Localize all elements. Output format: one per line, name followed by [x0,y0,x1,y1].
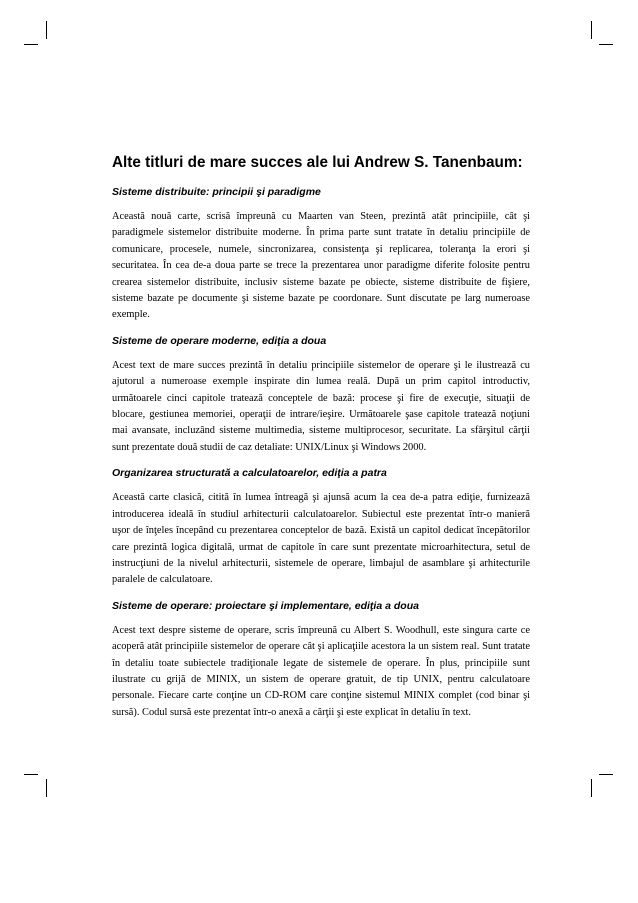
crop-mark-top-left-vertical [46,21,47,39]
book-title: Sisteme de operare moderne, ediţia a doua [112,334,327,347]
crop-mark-bottom-left-vertical [46,779,47,797]
book-entry-modern-operating-systems [112,333,530,456]
page-content [112,152,530,730]
book-title: Organizarea structurată a calculatoarelor, ediţia a patra [112,467,387,480]
book-description: Această carte clasică, citită în lumea întreagă şi ajunsă acum la cea de-a patra ediţie, furnizează introducerea ideală în studiul arhitecturii calculatoarelor. Subiectul este prezentat într-o manieră uşor de înţeles începând cu prezentarea conceptelor de bază. Există un capitol dedicat începătorilor care prezintă logica digitală, urmat de capitole în care sunt prezentate microarhitectura, setul de instrucţiuni de la nivelul arhitecturii, sistemele de operare, limbajul de asamblare şi arhitecturile paralele de calculatoare. [112,492,530,586]
book-description: Acest text despre sisteme de operare, scris împreună cu Albert S. Woodhull, este singura carte ce acoperă atât principiile sistemelor de operare cât şi aplicaţiile acestora la un sistem real. Sunt tratate în detaliu toate subiectele tradiţionale legate de sistemele de operare. În plus, principiile sunt ilustrate cu grijă de MINIX, un sistem de operare gratuit, de tip UNIX, pentru calculatoare personale. Fiecare carte conţine un CD-ROM care conţine sistemul MINIX complet (cod binar şi sursă). Codul sursă este prezentat într-o anexă a cărţii şi este explicat în detaliu în text. [112,624,530,718]
book-title: Sisteme distribuite: principii şi paradigme [112,186,321,198]
page-title: Alte titluri de mare succes ale lui Andrew S. Tanenbaum: [112,154,523,171]
book-entry-distributed-systems [112,184,530,324]
book-title: Sisteme de operare: proiectare şi implementare, ediţia a doua [112,599,419,612]
crop-mark-top-right-horizontal [599,44,613,45]
book-entry-structured-computer-organization [112,465,530,588]
book-description: Această nouă carte, scrisă împreună cu Maarten van Steen, prezintă atât principiile, cât şi paradigmele sistemelor distribuite moderne. În prima parte sunt tratate în detaliu principiile de comunicare, procesele, numele, sincronizarea, consistenţa şi replicarea, toleranţa la erori şi securitatea. În cea de-a doua parte se trece la prezentarea unor paradigme diferite folosite pentru crearea sistemelor distribuite, inclusiv sisteme bazate pe obiecte, sisteme distribuite de fişiere, sisteme bazate pe documente şi sisteme bazate pe coordonare. Sunt discutate pe larg numeroase exemple. [112,211,530,321]
crop-mark-bottom-right-vertical [591,779,592,797]
crop-mark-top-right-vertical [591,21,592,39]
crop-mark-bottom-left-horizontal [24,774,38,775]
crop-mark-top-left-horizontal [24,44,38,45]
book-description: Acest text de mare succes prezintă în detaliu principiile sistemelor de operare şi le ilustrează cu ajutorul a numeroase exemple inspirate din lumea reală. După un prim capitol introductiv, următoarele cinci capitole tratează conceptele de bază: procese şi fire de execuţie, situaţii de blocare, gestiunea memoriei, operaţii de intrare/ieşire. Următoarele şase capitole tratează noţiuni mai avansate, incluzând sisteme multimedia, sisteme multiprocesor, securitate. La sfârşitul cărţii sunt prezentate două studii de caz detaliate: UNIX/Linux şi Windows 2000. [112,359,530,453]
book-entry-operating-systems-design [112,598,530,721]
crop-mark-bottom-right-horizontal [599,774,613,775]
